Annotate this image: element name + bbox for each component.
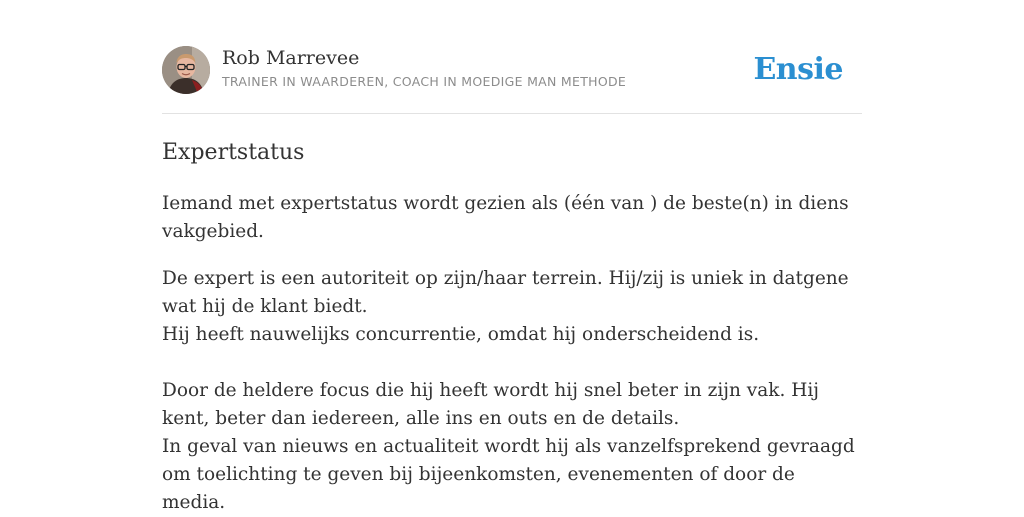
author-role: TRAINER IN WAARDEREN, COACH IN MOEDIGE MAN METHODE — [222, 74, 627, 89]
entry-card — [162, 44, 862, 513]
author-header — [162, 44, 862, 114]
avatar-portrait-icon — [162, 46, 210, 94]
entry-paragraph-2: De expert is een autoriteit op zijn/haar terrein. Hij/zij is uniek in datgene wat hij de klant biedt. Hij heeft nauwelijks concurrentie, omdat hij onderscheidend is. Door de heldere focus die hij heeft wordt hij snel beter in zijn vak. Hij kent, beter dan iedereen, alle ins en outs en de details. In geval van nieuws en actualiteit wordt hij als vanzelfsprekend gevraagd om toelichting te geven bij bijeenkomsten, evenementen of door de media. — [162, 268, 855, 513]
entry-paragraph-1: Iemand met expertstatus wordt gezien als (één van ) de beste(n) in diens vakgebied. — [162, 193, 849, 242]
avatar[interactable] — [162, 46, 210, 94]
author-name[interactable]: Rob Marrevee — [222, 47, 360, 69]
brand-logo[interactable]: Ensie — [753, 52, 843, 87]
entry-title: Expertstatus — [162, 140, 305, 165]
